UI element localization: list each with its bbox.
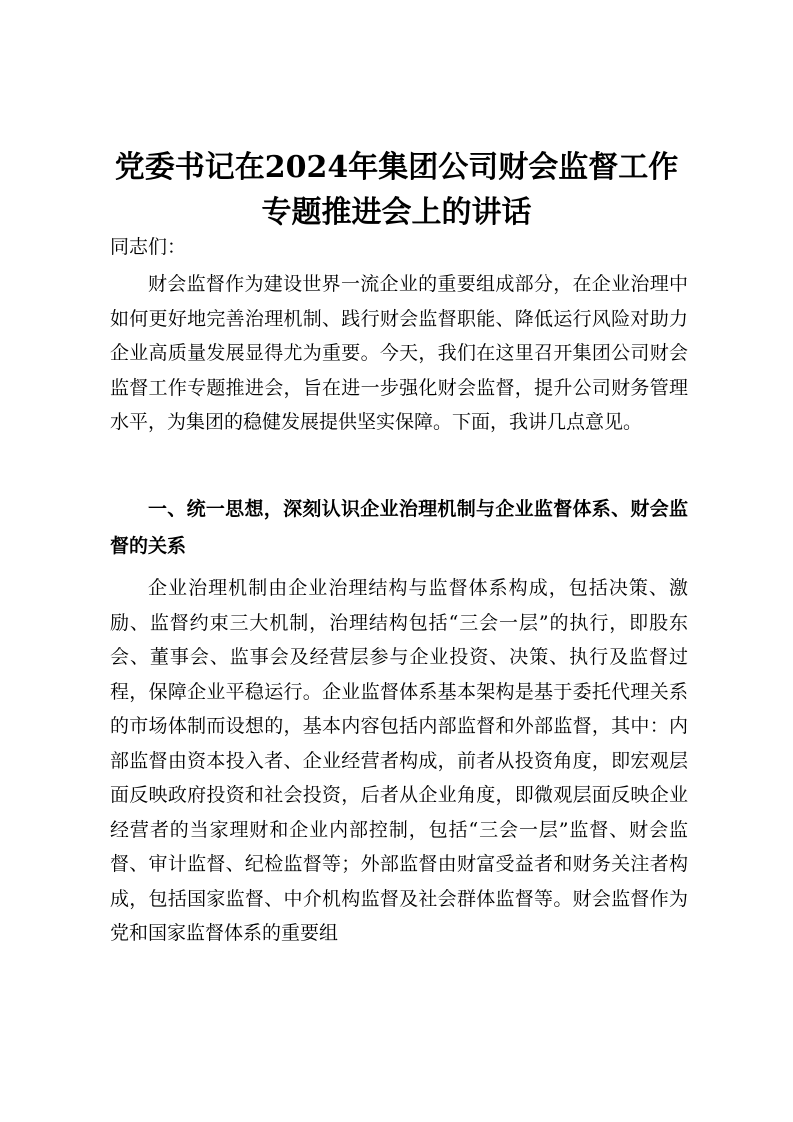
intro-paragraph: 财会监督作为建设世界一流企业的重要组成部分，在企业治理中如何更好地完善治理机制、践行财会监督职能、降低运行风险对助力企业高质量发展显得尤为重要。今天，我们在这里召开集团公司财会监督工作专题推进会，旨在进一步强化财会监督，提升公司财务管理水平，为集团的稳健发展提供坚实保障。下面，我讲几点意见。	[110, 273, 688, 433]
section-heading: 一、统一思想，深刻认识企业治理机制与企业监督体系、财会监督的关系	[110, 498, 688, 557]
document-title: 党委书记在2024年集团公司财会监督工作专题推进会上的讲话	[114, 150, 679, 230]
salutation: 同志们：	[110, 236, 187, 258]
section-paragraph: 企业治理机制由企业治理结构与监督体系构成，包括决策、激励、监督约束三大机制，治理结构包括“三会一层”的执行，即股东会、董事会、监事会及经营层参与企业投资、决策、执行及监督过程，保障企业平稳运行。企业监督体系基本架构是基于委托代理关系的市场体制而设想的，基本内容包括内部监督和外部监督，其中：内部监督由资本投入者、企业经营者构成，前者从投资角度，即宏观层面反映政府投资和社会投资，后者从企业角度，即微观层面反映企业经营者的当家理财和企业内部控制，包括“三会一层”监督、财会监督、审计监督、纪检监督等；外部监督由财富受益者和财务关注者构成，包括国家监督、中介机构监督及社会群体监督等。财会监督作为党和国家监督体系的重要组	[110, 577, 688, 944]
